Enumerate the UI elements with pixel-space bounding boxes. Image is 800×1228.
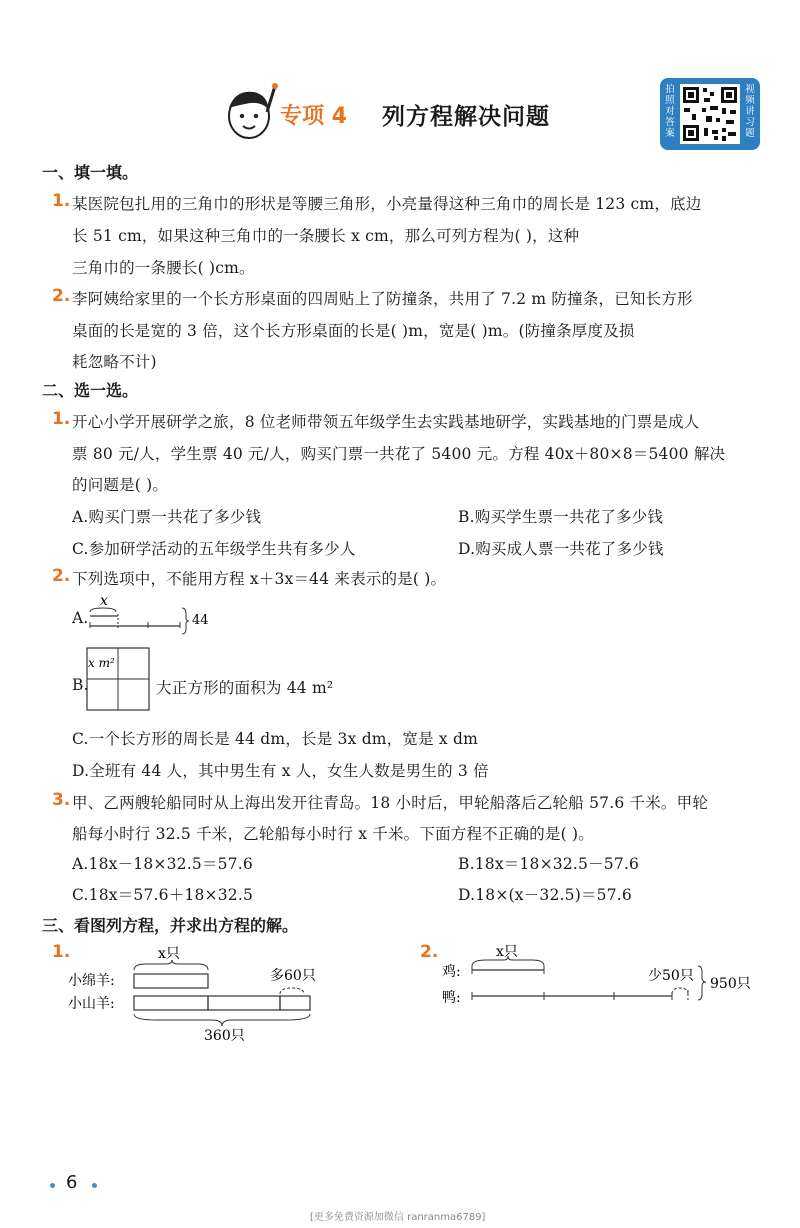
question-number: 2. <box>52 566 71 586</box>
option-b-cell-label: x m² <box>88 656 115 670</box>
question-text: 甲、乙两艘轮船同时从上海出发开往青岛。18 小时后，甲轮船落后乙轮船 57.6 千米。甲轮 <box>72 794 709 812</box>
page-number: 6 <box>66 1172 78 1193</box>
sheep-total-label: 360只 <box>204 1028 245 1044</box>
question-text: 票 80 元/人，学生票 40 元/人，购买门票一共花了 5400 元。方程 40x＋80×8＝5400 解决 <box>72 445 726 463</box>
duck-label: 鸭: <box>442 990 461 1006</box>
option-b: B.购买学生票一共花了多少钱 <box>458 508 664 526</box>
option-a: A.18x－18×32.5＝57.6 <box>72 855 253 873</box>
option-d: D.全班有 44 人，其中男生有 x 人，女生人数是男生的 3 倍 <box>72 762 489 780</box>
option-b-text: 大正方形的面积为 44 m² <box>156 679 334 697</box>
topic-number: 专项 4 <box>280 104 347 129</box>
small-goat-label: 小山羊: <box>68 996 115 1012</box>
question-number: 2. <box>420 942 439 962</box>
less-label: 少50只 <box>648 968 694 984</box>
chicken-label: 鸡: <box>442 964 461 980</box>
section-choose-heading: 二、选一选。 <box>42 381 139 400</box>
option-a-label: A. <box>72 609 89 627</box>
option-a-segment-diagram <box>88 592 228 640</box>
option-c: C.一个长方形的周长是 44 dm，长是 3x dm，宽是 x dm <box>72 730 479 748</box>
qr-code-icon[interactable] <box>680 84 740 144</box>
option-a-x-label: x <box>100 593 108 609</box>
decorative-dot-icon <box>50 1183 55 1188</box>
option-a-total: 44 <box>192 613 209 628</box>
question-text: 开心小学开展研学之旅，8 位老师带领五年级学生去实践基地研学，实践基地的门票是成人 <box>72 413 700 431</box>
footer-note: [更多免费资源加微信 ranranma6789] <box>310 1212 486 1223</box>
option-d: D.18×(x－32.5)＝57.6 <box>458 886 632 904</box>
page-title: 列方程解决问题 <box>382 104 550 130</box>
question-text: 长 51 cm，如果这种三角巾的一条腰长 x cm，那么可列方程为( )，这种 <box>72 227 580 245</box>
option-c: C.参加研学活动的五年级学生共有多少人 <box>72 540 356 558</box>
more-label: 多60只 <box>270 968 316 984</box>
option-a: A.购买门票一共花了多少钱 <box>72 508 262 526</box>
question-text: 下列选项中，不能用方程 x＋3x＝44 来表示的是( )。 <box>72 570 447 588</box>
section-fill-heading: 一、填一填。 <box>42 163 139 182</box>
question-text: 的问题是( )。 <box>72 476 169 494</box>
sheep-top-label: x只 <box>158 946 180 962</box>
option-b-label: B. <box>72 676 89 694</box>
question-number: 2. <box>52 286 71 306</box>
question-text: 李阿姨给家里的一个长方形桌面的四周贴上了防撞条，共用了 7.2 m 防撞条，已知长方形 <box>72 290 693 308</box>
option-b: B.18x＝18×32.5－57.6 <box>458 855 640 873</box>
section-diagram-heading: 三、看图列方程，并求出方程的解。 <box>42 916 299 935</box>
question-text: 某医院包扎用的三角巾的形状是等腰三角形，小亮量得这种三角巾的周长是 123 cm，底边 <box>72 195 702 213</box>
sheep-segment-diagram <box>66 940 336 1045</box>
question-number: 3. <box>52 790 71 810</box>
question-text: 耗忽略不计) <box>72 353 157 371</box>
decorative-dot-icon <box>92 1183 97 1188</box>
qr-right-caption: 视频讲习题 <box>745 84 755 139</box>
question-text: 三角巾的一条腰长( )cm。 <box>72 259 255 277</box>
question-text: 船每小时行 32.5 千米，乙轮船每小时行 x 千米。下面方程不正确的是( )。 <box>72 825 594 843</box>
option-b-square-diagram <box>86 647 152 713</box>
chicken-top-label: x只 <box>496 944 518 960</box>
question-text: 桌面的长是宽的 3 倍，这个长方形桌面的长是( )m，宽是( )m。(防撞条厚度及损 <box>72 322 635 340</box>
option-c: C.18x＝57.6＋18×32.5 <box>72 886 254 904</box>
chicken-duck-segment-diagram <box>440 940 760 1010</box>
question-number: 1. <box>52 191 71 211</box>
poultry-total-label: 950只 <box>710 976 751 992</box>
option-d: D.购买成人票一共花了多少钱 <box>458 540 664 558</box>
question-number: 1. <box>52 942 71 962</box>
qr-left-caption: 拍照对答案 <box>665 84 675 139</box>
small-sheep-label: 小绵羊: <box>68 973 115 989</box>
qr-code-panel[interactable] <box>660 78 760 150</box>
question-number: 1. <box>52 409 71 429</box>
